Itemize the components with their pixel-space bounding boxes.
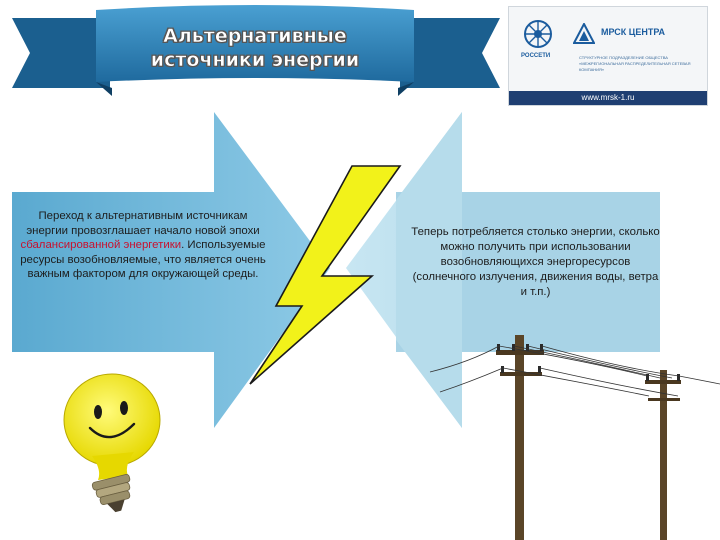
rosseti-label: РОССЕТИ [521, 53, 551, 59]
right-panel-text: Теперь потребляется столько энергии, сколько можно получить при использовании возобновляющихся энергоресурсов (солнечного излучения, движения воды, ветра и т.п.) [411, 226, 660, 298]
mrsk-logo-icon [573, 23, 595, 45]
company-logo-card [508, 6, 708, 106]
mrsk-label: МРСК ЦЕНТРА [601, 27, 666, 37]
logo-fine-text: СТРУКТУРНОЕ ПОДРАЗДЕЛЕНИЕ ОБЩЕСТВА «МЕЖРЕГИОНАЛЬНАЯ РАСПРЕДЕЛИТЕЛЬНАЯ СЕТЕВАЯ КОМПАНИЯ» [579, 55, 691, 72]
rosseti-logo-icon [523, 19, 553, 49]
logo-url[interactable]: www.mrsk-1.ru [581, 93, 635, 102]
left-panel-text [18, 209, 268, 282]
power-line-poles-icon [430, 335, 720, 540]
page-title [120, 24, 390, 72]
left-text-highlight: сбалансированной энергетики [20, 239, 182, 252]
left-text-after: . Используемые ресурсы возобновляемые, что является очень важным фактором для окружающей среды. [20, 239, 266, 281]
title-line-2: источники энергии [150, 49, 360, 71]
light-bulb-icon [64, 374, 160, 516]
left-text-before: Переход к альтернативным источникам энергии провозглашает начало новой эпохи [26, 210, 260, 237]
title-line-1: Альтернативные [163, 25, 347, 47]
